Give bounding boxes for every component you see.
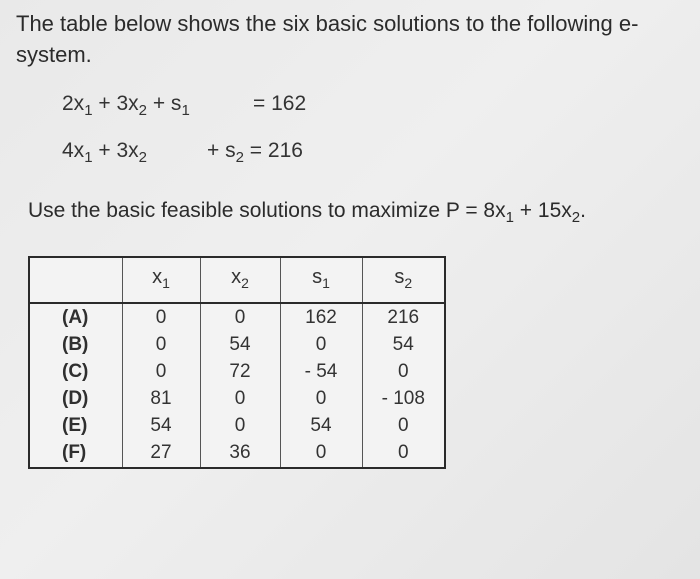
header-x2-sub: 2 bbox=[241, 275, 249, 291]
row-label: (F) bbox=[62, 442, 87, 464]
solutions-table bbox=[30, 258, 444, 467]
eq2-rhs-value: = 216 bbox=[243, 139, 303, 162]
cell-s1: 0 bbox=[280, 386, 362, 413]
cell-x2: 54 bbox=[200, 331, 280, 358]
eq2-term-a: 4x bbox=[62, 139, 85, 162]
cell-x1: 54 bbox=[122, 413, 200, 440]
header-s1-sub: 1 bbox=[322, 275, 330, 291]
cell-s2: - 108 bbox=[362, 386, 444, 413]
intro-text: The table below shows the six basic solutions to the following e-system. bbox=[16, 11, 639, 67]
cell-x2: 72 bbox=[200, 358, 280, 385]
cell-x1: 0 bbox=[122, 331, 200, 358]
cell-s2: 0 bbox=[362, 440, 444, 467]
equation-2-rhs bbox=[207, 139, 303, 166]
header-s2-sub: 2 bbox=[404, 275, 413, 291]
eq1-term-a: 2x bbox=[62, 92, 85, 115]
instruction-sub-1: 1 bbox=[505, 209, 514, 226]
row-label: (C) bbox=[62, 360, 89, 382]
equation-1 bbox=[62, 92, 190, 119]
table-row bbox=[30, 358, 444, 385]
cell-x1: 81 bbox=[122, 386, 200, 413]
equation-2 bbox=[62, 139, 147, 166]
header-s2 bbox=[362, 258, 444, 303]
table-row bbox=[30, 386, 444, 413]
eq2-sub-c: 2 bbox=[235, 149, 244, 166]
instruction-main: Use the basic feasible solutions to maximize P = 8x bbox=[28, 199, 506, 222]
cell-x1: 0 bbox=[122, 303, 200, 331]
instruction-text bbox=[28, 199, 586, 226]
row-label: (B) bbox=[62, 333, 89, 355]
cell-s2: 54 bbox=[362, 331, 444, 358]
cell-s1: 0 bbox=[280, 331, 362, 358]
eq1-sub-b: 2 bbox=[138, 102, 147, 119]
eq1-sub-c: 1 bbox=[181, 102, 190, 119]
cell-s1: 162 bbox=[280, 303, 362, 331]
instruction-sub-2: 2 bbox=[571, 209, 581, 226]
row-label: (A) bbox=[62, 306, 89, 328]
cell-s2: 216 bbox=[362, 303, 444, 331]
cell-x1: 27 bbox=[122, 440, 200, 467]
eq2-term-c: + s bbox=[207, 139, 236, 162]
cell-s1: 54 bbox=[280, 413, 362, 440]
solutions-table-container bbox=[28, 256, 446, 469]
eq1-term-b: + 3x bbox=[92, 92, 139, 115]
eq2-sub-a: 1 bbox=[84, 149, 93, 166]
cell-x1: 0 bbox=[122, 358, 200, 385]
header-s1-base: s bbox=[312, 266, 323, 288]
eq2-sub-b: 2 bbox=[138, 149, 147, 166]
cell-s2: 0 bbox=[362, 413, 444, 440]
table-row bbox=[30, 331, 444, 358]
row-label: (D) bbox=[62, 388, 89, 410]
header-label-column bbox=[30, 258, 122, 303]
header-x2-base: x bbox=[231, 266, 242, 288]
cell-x2: 36 bbox=[200, 440, 280, 467]
header-x2 bbox=[200, 258, 280, 303]
cell-x2: 0 bbox=[200, 386, 280, 413]
table-row bbox=[30, 440, 444, 467]
header-x1-base: x bbox=[152, 266, 163, 288]
table-header-row bbox=[30, 258, 444, 303]
cell-x2: 0 bbox=[200, 413, 280, 440]
header-s1 bbox=[280, 258, 362, 303]
instruction-mid: + 15x bbox=[513, 199, 572, 222]
eq1-term-c: + s bbox=[147, 92, 182, 115]
row-label: (E) bbox=[62, 415, 88, 437]
equation-1-rhs: = 162 bbox=[253, 92, 307, 115]
header-s2-base: s bbox=[394, 266, 405, 288]
cell-s2: 0 bbox=[362, 358, 444, 385]
instruction-end: . bbox=[580, 199, 586, 222]
header-x1 bbox=[122, 258, 200, 303]
header-x1-sub: 1 bbox=[162, 275, 170, 291]
cell-x2: 0 bbox=[200, 303, 280, 331]
cell-s1: - 54 bbox=[280, 358, 362, 385]
cell-s1: 0 bbox=[280, 440, 362, 467]
table-row bbox=[30, 303, 444, 331]
eq1-sub-a: 1 bbox=[84, 102, 93, 119]
eq2-term-b: + 3x bbox=[92, 139, 139, 162]
table-row bbox=[30, 413, 444, 440]
